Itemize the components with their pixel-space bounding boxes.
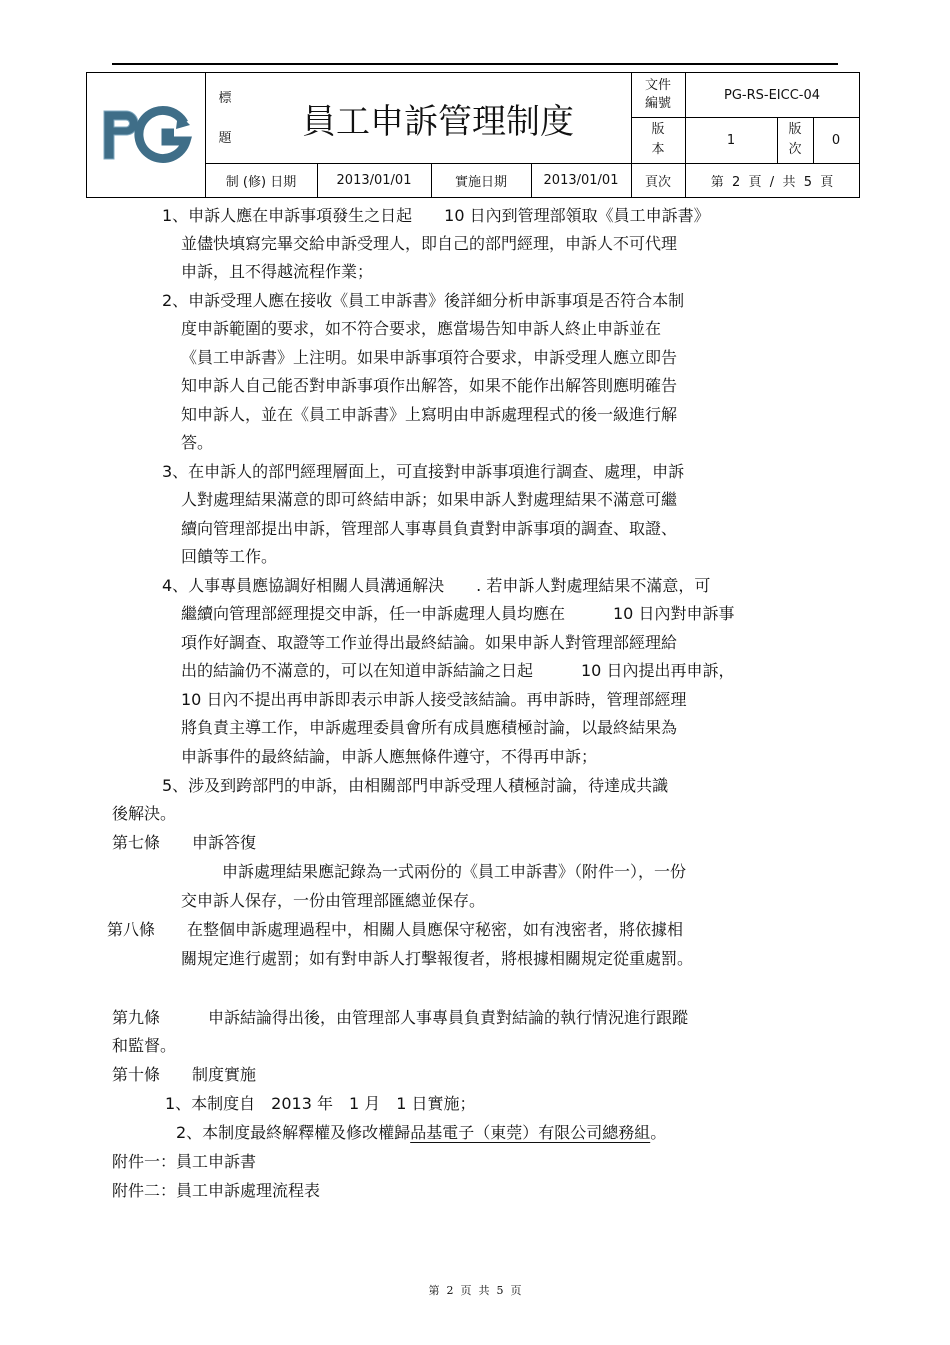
body-line: 回饋等工作。	[181, 547, 278, 566]
logo-cell	[87, 73, 205, 197]
body-line-with-underline	[176, 1123, 666, 1143]
body-line: 人對處理結果滿意的即可終結申訴；如果申訴人對處理結果不滿意可繼	[181, 490, 678, 509]
page-title: 員工申訴管理制度	[302, 101, 574, 142]
doc-no-value: PG-RS-EICC-04	[723, 87, 820, 103]
body-line: 繼續向管理部經理提交申訴，任一申訴處理人員均應在 10 日內對申訴事	[181, 604, 735, 623]
company-name: 品基電子（東莞）有限公司總務組	[410, 1123, 651, 1142]
version-value: 1	[726, 132, 736, 148]
body-line: 續向管理部提出申訴，管理部人事專員負責對申訴事項的調查、取證、	[181, 519, 678, 538]
page-footer: 第 2 页 共 5 页	[428, 1284, 522, 1297]
revision-label: 版次	[788, 122, 802, 157]
body-line: 和監督。	[112, 1036, 177, 1055]
body-line: 項作好調查、取證等工作並得出最終結論。如果申訴人對管理部經理給	[181, 633, 678, 652]
revision-value: 0	[831, 132, 841, 148]
page-label: 頁次	[644, 174, 671, 190]
body-line: 《員工申訴書》上注明。如果申訴事項符合要求，申訴受理人應立即告	[181, 348, 678, 367]
attachment-line: 附件二：員工申訴處理流程表	[112, 1181, 321, 1200]
body-line: 申訴事件的最終結論，申訴人應無條件遵守，不得再申訴；	[181, 747, 598, 766]
pg-logo-icon	[98, 103, 194, 167]
top-rule	[112, 63, 838, 65]
body-line: 出的結論仍不滿意的，可以在知道申訴結論之日起 10 日內提出再申訴，	[181, 661, 735, 680]
body-line: 5、涉及到跨部門的申訴，由相關部門申訴受理人積極討論，待達成共識	[162, 776, 669, 795]
made-date-label: 制 (修) 日期	[225, 174, 297, 190]
page-value: 第 2 頁 / 共 5 頁	[710, 174, 834, 190]
body-line: 後解決。	[112, 804, 177, 823]
attachment-line: 附件一：員工申訴書	[112, 1152, 257, 1171]
body-line: 關規定進行處罰；如有對申訴人打擊報復者，將根據相關規定從重處罰。	[181, 949, 694, 968]
impl-date-label: 實施日期	[454, 174, 507, 190]
doc-no-label: 文件編號	[644, 78, 671, 111]
body-line: 申訴處理結果應記錄為一式兩份的《員工申訴書》（附件一），一份	[222, 862, 687, 881]
title-label-top: 標	[218, 90, 232, 106]
body-line-part: 2、本制度最終解釋權及修改權歸	[176, 1123, 411, 1142]
body-line: 2、申訴受理人應在接收《員工申訴書》後詳細分析申訴事項是否符合本制	[162, 291, 685, 310]
body-line: 1、申訴人應在申訴事項發生之日起 10 日內到管理部領取《員工申訴書》	[162, 206, 710, 225]
version-label: 版本	[651, 122, 665, 157]
body-line: 將負責主導工作，申訴處理委員會所有成員應積極討論，以最終結果為	[181, 718, 678, 737]
body-line: 申訴，且不得越流程作業；	[181, 262, 374, 281]
section-heading: 第八條 在整個申訴處理過程中，相關人員應保守秘密，如有洩密者，將依據相	[107, 920, 684, 939]
body-line: 度申訴範圍的要求，如不符合要求，應當場告知申訴人終止申訴並在	[181, 319, 662, 338]
body-line: 答。	[181, 433, 214, 452]
body-line: 10 日內不提出再申訴即表示申訴人接受該結論。再申訴時，管理部經理	[181, 690, 687, 709]
title-label-bottom: 題	[218, 130, 232, 146]
section-heading: 第十條 制度實施	[112, 1065, 257, 1084]
body-line: 並儘快填寫完畢交給申訴受理人，即自己的部門經理，申訴人不可代理	[181, 234, 678, 253]
document-header-table	[86, 72, 860, 198]
body-line: 4、人事專員應協調好相關人員溝通解決 . 若申訴人對處理結果不滿意，可	[162, 576, 711, 595]
body-line-part: 。	[650, 1123, 667, 1142]
impl-date-value: 2013/01/01	[543, 172, 619, 188]
body-line: 交申訴人保存，一份由管理部匯總並保存。	[181, 891, 486, 910]
made-date-value: 2013/01/01	[336, 172, 412, 188]
section-heading: 第七條 申訴答復	[112, 833, 257, 852]
body-line: 知申訴人自己能否對申訴事項作出解答，如果不能作出解答則應明確告	[181, 376, 678, 395]
section-heading: 第九條 申訴結論得出後，由管理部人事專員負責對結論的執行情況進行跟蹤	[112, 1008, 689, 1027]
body-line: 知申訴人，並在《員工申訴書》上寫明由申訴處理程式的後一級進行解	[181, 405, 678, 424]
body-line: 3、在申訴人的部門經理層面上，可直接對申訴事項進行調查、處理，申訴	[162, 462, 685, 481]
body-line: 1、本制度自 2013 年 1 月 1 日實施；	[165, 1094, 476, 1113]
